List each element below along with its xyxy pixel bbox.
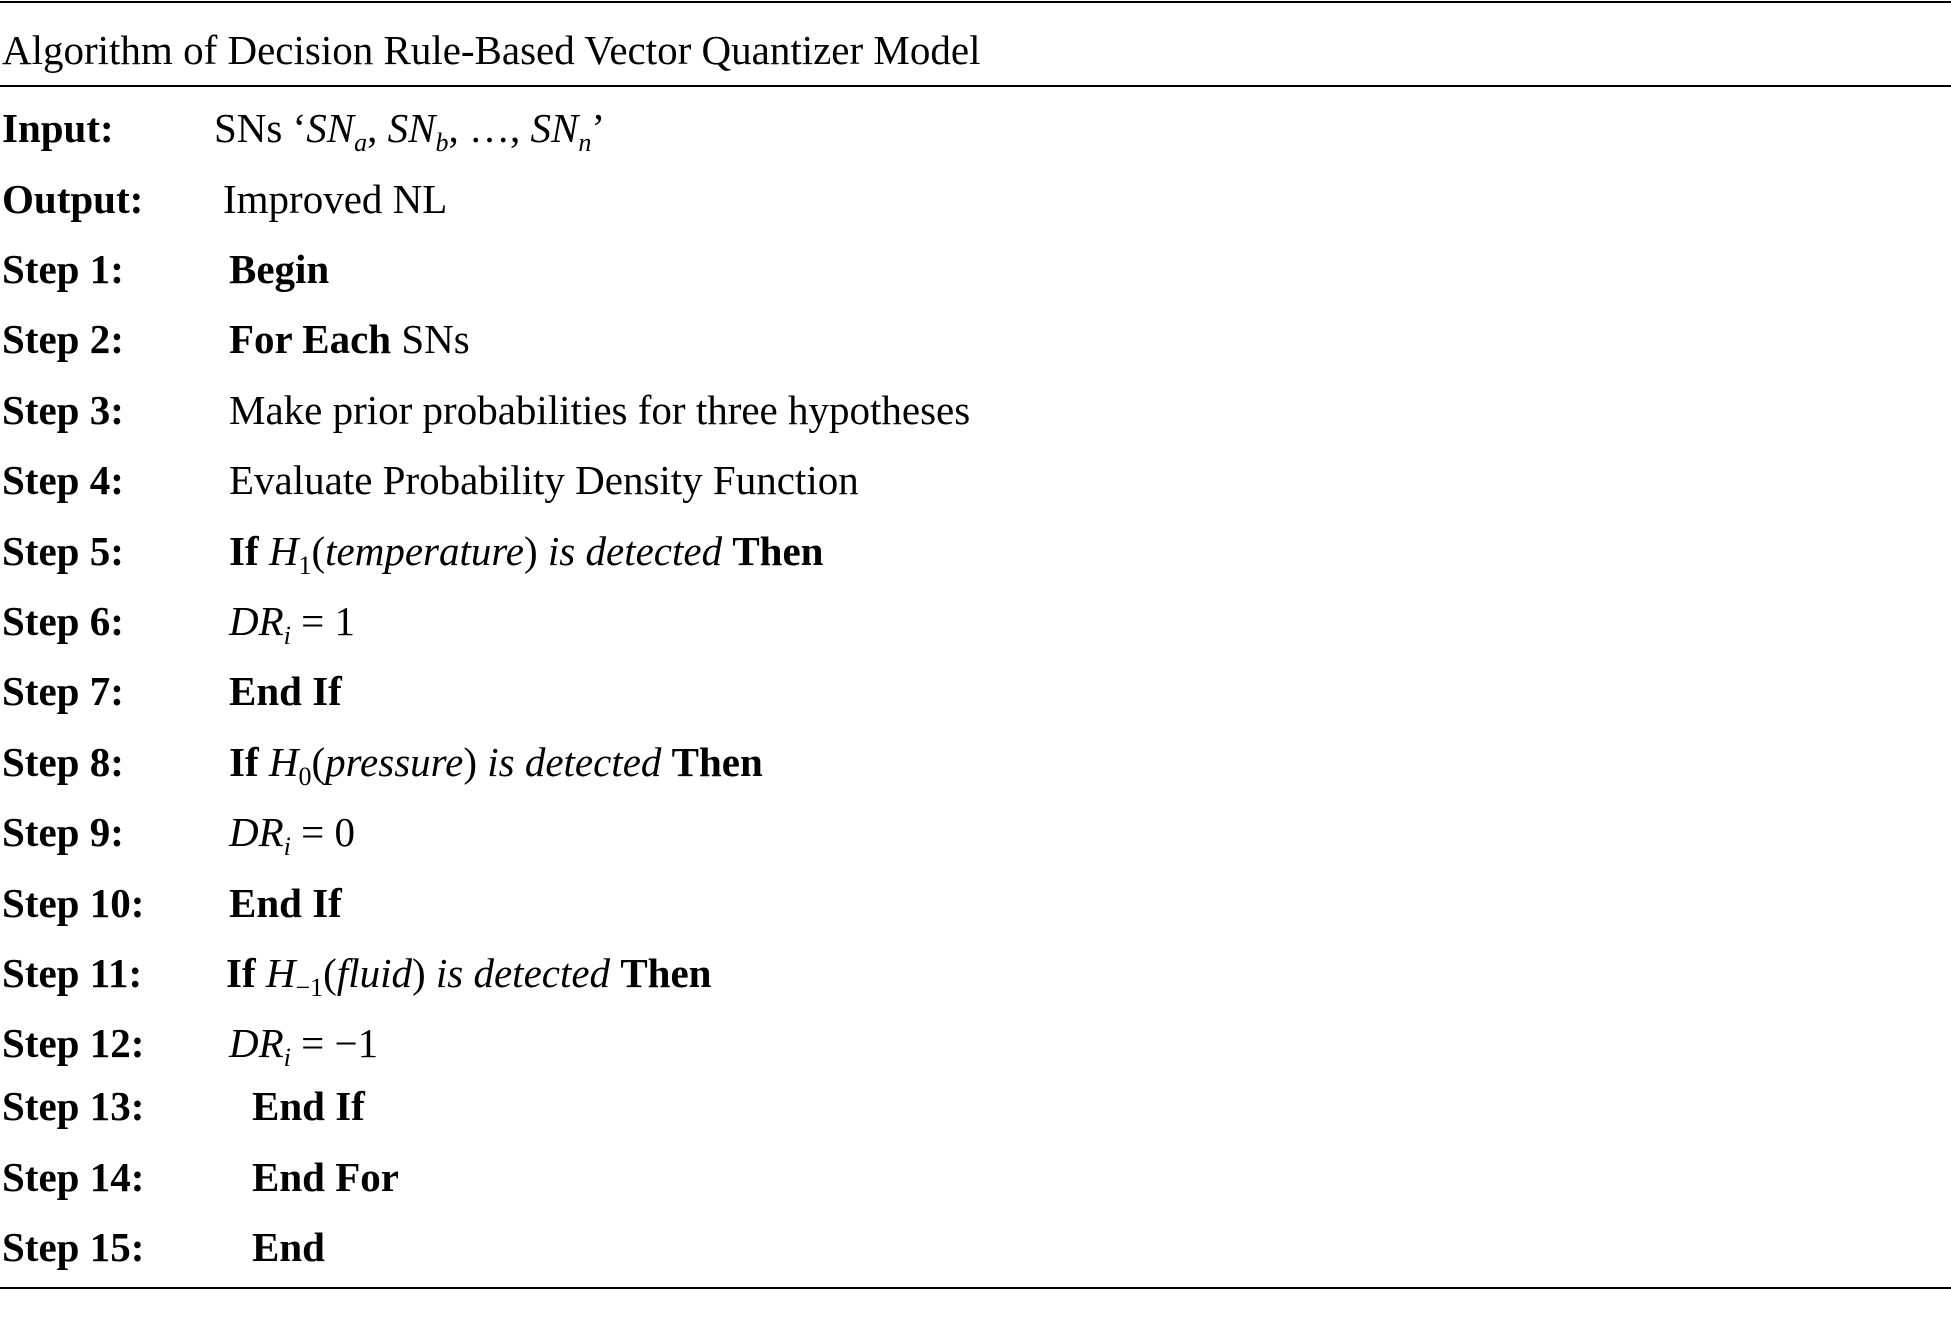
input-sn-b: SN bbox=[387, 105, 436, 151]
hypothesis-arg: pressure bbox=[325, 739, 464, 785]
input-ellipsis: … bbox=[469, 105, 510, 151]
step-row bbox=[0, 943, 1951, 1003]
decision-sub: i bbox=[283, 832, 291, 861]
hypothesis-var: H bbox=[268, 528, 299, 574]
step-content: If $H_0(pressure)$ is detected Then bbox=[229, 739, 763, 791]
step-keyword: End If bbox=[229, 668, 342, 714]
step-label: Step 15: bbox=[2, 1224, 145, 1270]
step-row bbox=[0, 1217, 1951, 1277]
step-row bbox=[0, 1013, 1951, 1073]
decision-var: DR bbox=[229, 1020, 284, 1066]
if-keyword: If bbox=[226, 950, 256, 996]
step-label: Step 5: bbox=[2, 528, 124, 574]
output-value: Improved NL bbox=[223, 176, 448, 222]
if-keyword: If bbox=[229, 528, 259, 574]
step-row bbox=[0, 873, 1951, 933]
step-label: Step 4: bbox=[2, 457, 124, 503]
decision-sub: i bbox=[283, 1043, 291, 1072]
step-row bbox=[0, 239, 1951, 299]
input-sub-n: n bbox=[578, 128, 592, 157]
output-label: Output: bbox=[2, 176, 144, 222]
step-keyword: Begin bbox=[229, 246, 330, 292]
input-sn-a: SN bbox=[306, 105, 355, 151]
decision-var: DR bbox=[229, 598, 284, 644]
table-header-rule bbox=[0, 85, 1951, 87]
input-close-quote: ’ bbox=[591, 105, 606, 151]
step-label: Step 11: bbox=[2, 950, 143, 996]
step-label: Step 14: bbox=[2, 1154, 145, 1200]
hypothesis-sub: −1 bbox=[295, 973, 324, 1002]
step-row bbox=[0, 591, 1951, 651]
condition-text: is detected bbox=[547, 528, 723, 574]
step-keyword: End If bbox=[229, 880, 342, 926]
step-label: Step 1: bbox=[2, 246, 124, 292]
step-label: Step 2: bbox=[2, 316, 124, 362]
input-prefix: SNs ‘ bbox=[214, 105, 307, 151]
step-row bbox=[0, 450, 1951, 510]
hypothesis-var: H bbox=[268, 739, 299, 785]
step-label: Step 9: bbox=[2, 809, 124, 855]
step-row bbox=[0, 309, 1951, 369]
condition-text: is detected bbox=[487, 739, 662, 785]
input-sep-3: , bbox=[510, 105, 531, 151]
table-bottom-rule bbox=[0, 1287, 1951, 1289]
step-content bbox=[229, 802, 355, 862]
then-keyword: Then bbox=[620, 950, 712, 996]
condition-text: is detected bbox=[435, 950, 611, 996]
decision-var: DR bbox=[229, 809, 284, 855]
step-keyword: For Each bbox=[229, 316, 392, 362]
input-sep-2: , bbox=[448, 105, 469, 151]
step-content bbox=[229, 591, 355, 651]
hypothesis-arg: fluid bbox=[336, 950, 412, 996]
input-value bbox=[214, 98, 605, 158]
step-text: Evaluate Probability Density Function bbox=[229, 457, 859, 503]
step-text: SNs bbox=[391, 316, 470, 362]
step-content bbox=[229, 309, 470, 369]
step-label: Step 12: bbox=[2, 1020, 145, 1066]
input-label: Input: bbox=[2, 105, 114, 151]
step-label: Step 10: bbox=[2, 880, 145, 926]
table-top-rule bbox=[0, 1, 1951, 3]
step-text: Make prior probabilities for three hypotheses bbox=[229, 387, 971, 433]
step-label: Step 6: bbox=[2, 598, 124, 644]
decision-sub: i bbox=[283, 621, 291, 650]
step-row bbox=[0, 732, 1951, 792]
input-sn-n: SN bbox=[530, 105, 579, 151]
hypothesis-arg: temperature bbox=[325, 528, 524, 574]
step-row bbox=[0, 380, 1951, 440]
output-row bbox=[0, 169, 1951, 229]
input-sub-a: a bbox=[354, 128, 368, 157]
step-content bbox=[229, 1013, 378, 1073]
algorithm-title: Algorithm of Decision Rule-Based Vector Quantizer Model bbox=[2, 27, 981, 73]
step-content: If $H_1(temperature)$ is detected Then bbox=[229, 528, 824, 580]
assignment: = 0 bbox=[290, 809, 356, 855]
step-label: Step 3: bbox=[2, 387, 124, 433]
step-row bbox=[0, 802, 1951, 862]
step-label: Step 8: bbox=[2, 739, 124, 785]
input-sep-1: , bbox=[367, 105, 388, 151]
step-label: Step 13: bbox=[2, 1083, 145, 1129]
assignment: = 1 bbox=[290, 598, 356, 644]
hypothesis-sub: 1 bbox=[298, 551, 312, 580]
step-row bbox=[0, 1076, 1951, 1136]
input-sub-b: b bbox=[435, 128, 449, 157]
if-keyword: If bbox=[229, 739, 259, 785]
step-content: If $H_{-1}(fluid)$ is detected Then bbox=[226, 950, 712, 1002]
step-label: Step 7: bbox=[2, 668, 124, 714]
step-keyword: End bbox=[252, 1224, 325, 1270]
step-row bbox=[0, 521, 1951, 581]
assignment: = −1 bbox=[290, 1020, 379, 1066]
then-keyword: Then bbox=[671, 739, 763, 785]
step-row bbox=[0, 1147, 1951, 1207]
hypothesis-sub: 0 bbox=[298, 762, 312, 791]
input-row bbox=[0, 98, 1951, 158]
hypothesis-var: H bbox=[265, 950, 296, 996]
step-keyword: End If bbox=[252, 1083, 365, 1129]
step-row bbox=[0, 661, 1951, 721]
step-keyword: End For bbox=[252, 1154, 399, 1200]
then-keyword: Then bbox=[732, 528, 824, 574]
